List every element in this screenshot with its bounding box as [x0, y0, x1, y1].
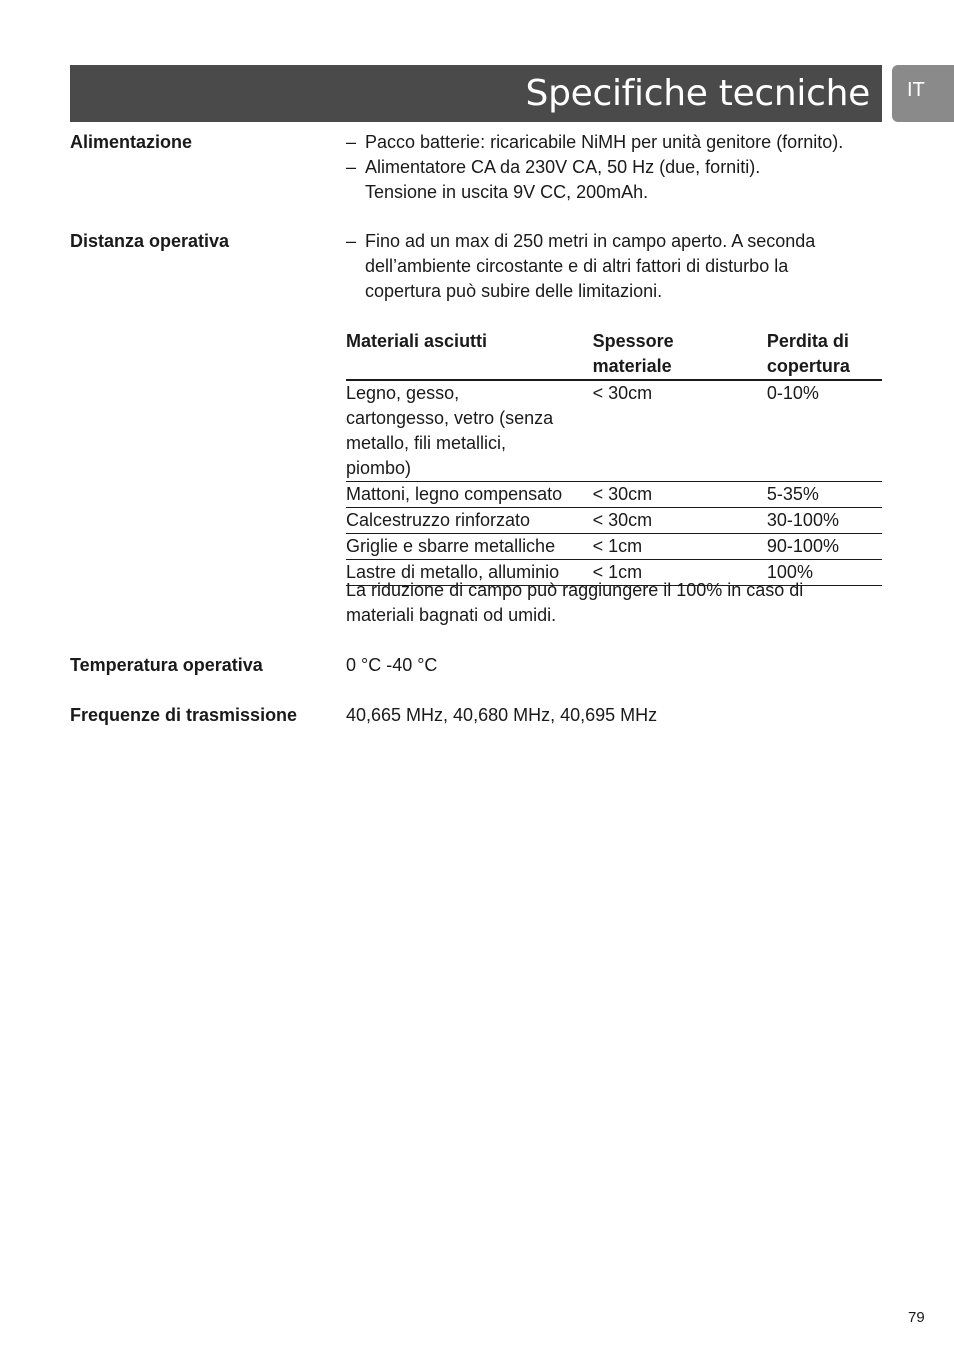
table-header-thickness: Spessore materiale	[593, 329, 767, 380]
table-cell-loss: 100%	[767, 560, 882, 586]
section-title-bar	[70, 65, 882, 122]
table-cell-material: Legno, gesso, cartongesso, vetro (senza metallo, fili metallici, piombo)	[346, 380, 593, 482]
table-cell-material: Mattoni, legno compensato	[346, 482, 593, 508]
materials-table	[346, 329, 882, 586]
table-row	[346, 482, 882, 508]
frequencies-value: 40,665 MHz, 40,680 MHz, 40,695 MHz	[346, 705, 658, 725]
table-cell-thickness: < 30cm	[593, 380, 767, 482]
power-values	[346, 130, 886, 205]
table-cell-material: Lastre di metallo, alluminio	[346, 560, 593, 586]
power-item: – Pacco batterie: ricaricabile NiMH per unità genitore (fornito).	[346, 130, 886, 155]
table-cell-loss: 90-100%	[767, 534, 882, 560]
table-row	[346, 508, 882, 534]
table-cell-thickness: < 1cm	[593, 560, 767, 586]
range-values	[346, 229, 856, 304]
power-label: Alimentazione	[70, 132, 193, 152]
table-cell-thickness: < 1cm	[593, 534, 767, 560]
page-number: 79	[908, 1309, 925, 1326]
table-cell-loss: 30-100%	[767, 508, 882, 534]
range-note: La riduzione di campo può raggiungere il 100% in caso di materiali bagnati od umidi.	[346, 580, 804, 625]
table-row	[346, 380, 882, 482]
language-tab: IT	[892, 65, 954, 122]
table-cell-loss: 5-35%	[767, 482, 882, 508]
power-item: – Alimentatore CA da 230V CA, 50 Hz (due, forniti).	[346, 155, 886, 180]
page-title: Specifiche tecniche	[525, 73, 870, 114]
range-label: Distanza operativa	[70, 231, 230, 251]
temperature-label: Temperatura operativa	[70, 655, 263, 675]
temperature-value: 0 °C -40 °C	[346, 655, 438, 675]
table-row	[346, 534, 882, 560]
table-cell-material: Calcestruzzo rinforzato	[346, 508, 593, 534]
table-cell-loss: 0-10%	[767, 380, 882, 482]
table-header-material: Materiali asciutti	[346, 329, 593, 380]
table-cell-thickness: < 30cm	[593, 508, 767, 534]
table-header-loss: Perdita di copertura	[767, 329, 882, 380]
frequencies-label: Frequenze di trasmissione	[70, 705, 298, 725]
table-cell-thickness: < 30cm	[593, 482, 767, 508]
range-text: – Fino ad un max di 250 metri in campo aperto. A seconda dell’ambiente circostante e di altri fattori di disturbo la copertura può subire delle limitazioni.	[346, 229, 856, 304]
power-item-continuation: Tensione in uscita 9V CC, 200mAh.	[365, 182, 649, 202]
table-header-row	[346, 329, 882, 380]
table-cell-material: Griglie e sbarre metalliche	[346, 534, 593, 560]
